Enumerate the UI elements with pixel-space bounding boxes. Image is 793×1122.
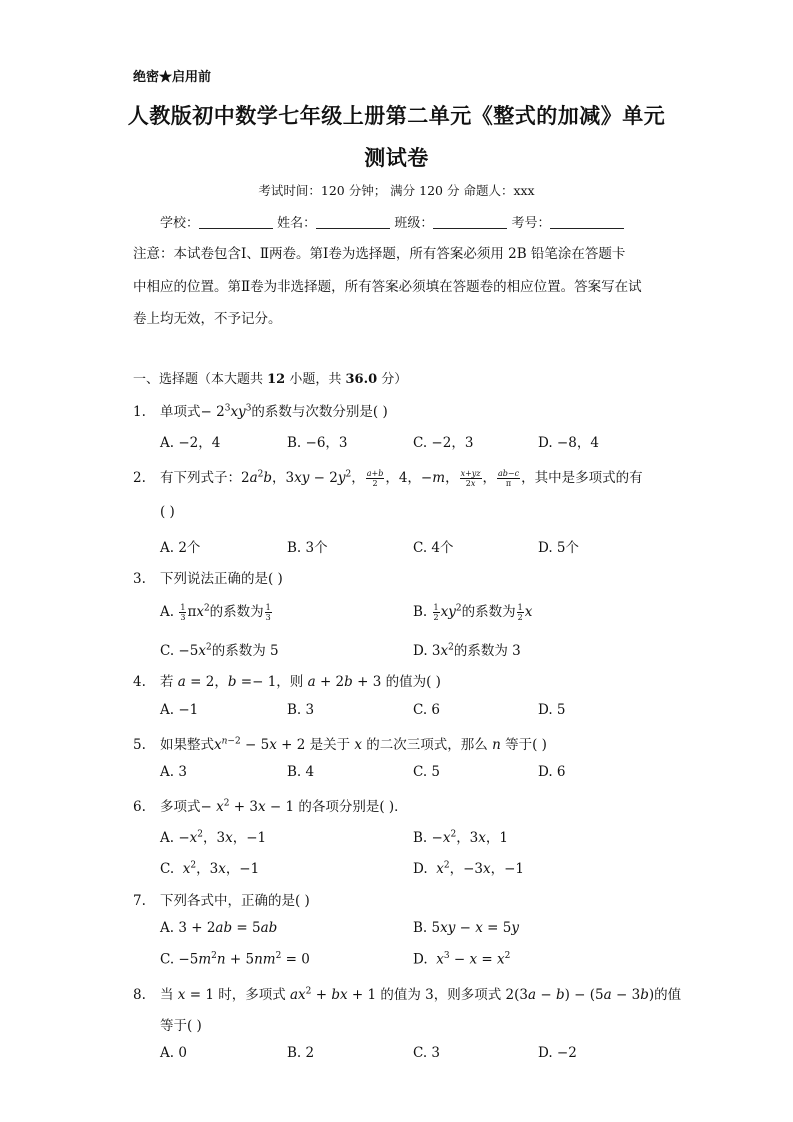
option-c[interactable]: C. $-5x^2$的系数为 5 [160,642,279,659]
question-2-cont: ( ) [160,504,175,520]
option-a[interactable]: A. $\frac{1}{3}$ $\pi x^2$的系数为 $\frac{1}{3}$ [160,603,271,622]
option-c[interactable]: C. 6 [413,702,441,718]
option-c[interactable]: C. 5 [413,764,441,780]
option-a[interactable]: A. 0 [160,1045,187,1061]
option-a[interactable]: A. 2个 [160,540,201,556]
option-d[interactable]: D. 5 [538,702,566,718]
class-blank[interactable] [433,214,507,229]
option-c[interactable]: C. $x^2$，3x，−1 [160,860,260,877]
notice-line: 卷上均无效，不予记分。 [133,311,282,327]
option-c[interactable]: C. 4个 [413,540,454,556]
question-5: 5. 如果整式$x^{n-2} - 5x + 2$ 是关于 x 的二次三项式，那么 n 等于( ) [133,736,547,753]
option-a[interactable]: A. $-x^2$，3x，−1 [160,829,267,846]
option-d[interactable]: D. $x^3 - x = x^2$ [413,951,511,968]
option-b[interactable]: B. 5xy − x = 5y [413,920,520,936]
school-blank[interactable] [199,214,273,229]
school-label: 学校： [160,216,200,231]
name-label: 姓名： [277,216,317,231]
option-b[interactable]: B. 2 [287,1045,315,1061]
question-2: 2. 有下列式子：$2a^2b$，$3xy - 2y^2$， $\frac{a+b}{2}$ ，4，−m， $\frac{x+yz}{2x}$ ， $\frac{ab-c}{\pi}$ ，其中是多项式的有 [133,469,643,488]
option-a[interactable]: A. −2，4 [160,435,221,451]
option-d[interactable]: D. 5个 [538,540,580,556]
question-8: 8. 当 x = 1 时，多项式 $ax^2$ + bx + 1 的值为 3，则多项式 2(3a − b) − (5a − 3b)的值 [133,986,682,1003]
secret-label: 绝密★启用前 [133,70,212,85]
option-b[interactable]: B. $\frac{1}{2}$ $xy^2$的系数为 $\frac{1}{2}$ x [413,603,533,622]
option-d[interactable]: D. $3x^2$的系数为 3 [413,642,521,659]
option-b[interactable]: B. −6，3 [287,435,348,451]
option-a[interactable]: A. 3 + 2ab = 5ab [160,920,278,936]
question-4: 4. 若 a = 2，b =− 1，则 a + 2b + 3 的值为( ) [133,674,441,690]
option-d[interactable]: D. $x^2$，−3x，−1 [413,860,525,877]
class-label: 班级： [394,216,434,231]
option-b[interactable]: B. 3 [287,702,315,718]
option-d[interactable]: D. −2 [538,1045,577,1061]
notice-line: 注意：本试卷包含Ⅰ、Ⅱ两卷。第Ⅰ卷为选择题，所有答案必须用 2B 铅笔涂在答题卡 [133,246,626,262]
option-a[interactable]: A. −1 [160,702,199,718]
section-heading: 一、选择题（本大题共 12 小题，共 36.0 分） [133,372,408,387]
exam-number-blank[interactable] [550,214,624,229]
option-c[interactable]: C. $-5m^2n + 5nm^2 = 0$ [160,951,310,968]
option-d[interactable]: D. 6 [538,764,566,780]
question-3: 3. 下列说法正确的是( ) [133,571,283,587]
option-c[interactable]: C. −2，3 [413,435,474,451]
option-b[interactable]: B. 3个 [287,540,328,556]
exam-info: 考试时间：120 分钟； 满分 120 分 命题人：xxx [258,183,535,198]
question-1: 1. 单项式− $2^3xy^3$的系数与次数分别是( ) [133,403,388,420]
student-info-fields [160,212,624,231]
notice-line: 中相应的位置。第Ⅱ卷为非选择题，所有答案必须填在答题卷的相应位置。答案写在试 [133,279,642,295]
option-c[interactable]: C. 3 [413,1045,441,1061]
question-6: 6. 多项式− $x^2 + 3x - 1$ 的各项分别是( )． [133,798,408,815]
question-8-cont: 等于( ) [160,1018,202,1034]
page-title-line2: 测试卷 [364,145,429,170]
option-d[interactable]: D. −8，4 [538,435,599,451]
option-b[interactable]: B. $-x^2$，3x，1 [413,829,508,846]
option-b[interactable]: B. 4 [287,764,315,780]
question-7: 7. 下列各式中，正确的是( ) [133,893,310,909]
option-a[interactable]: A. 3 [160,764,187,780]
page-title: 人教版初中数学七年级上册第二单元《整式的加减》单元 [127,103,666,128]
name-blank[interactable] [316,214,390,229]
exam-number-label: 考号： [511,216,551,231]
